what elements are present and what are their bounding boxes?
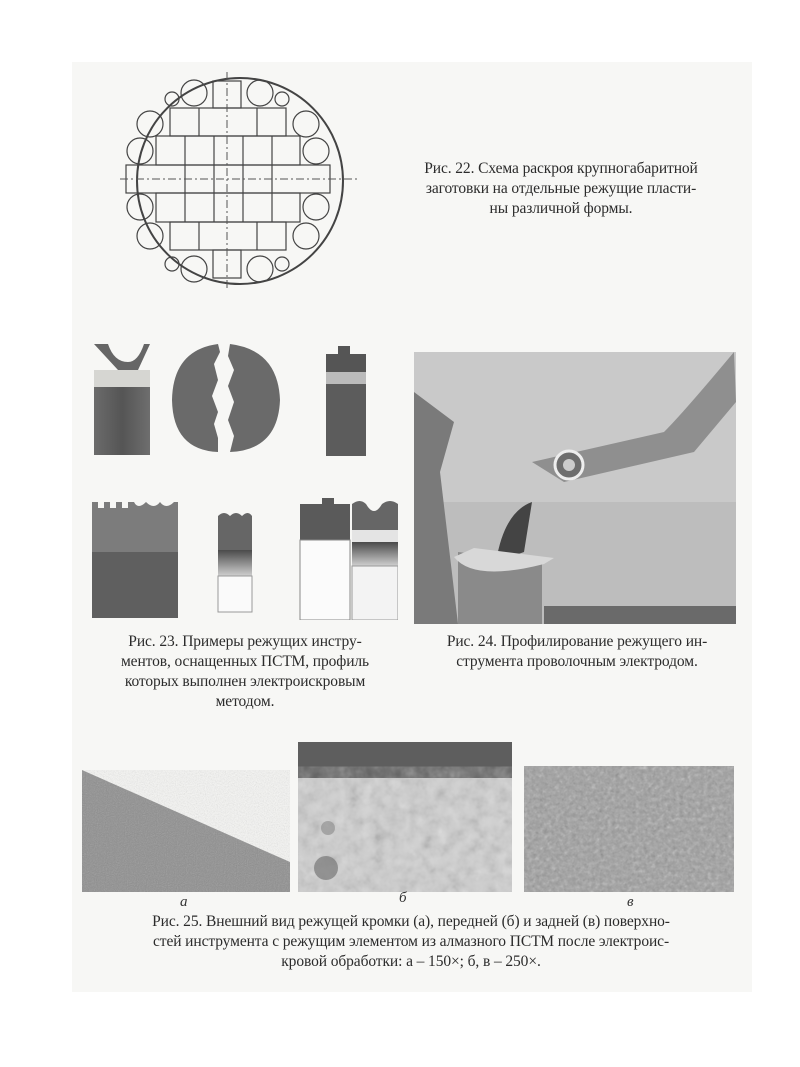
blank-outline [137,78,343,284]
caption-line: струмента проволочным электродом. [456,653,698,670]
fig23-caption [90,632,400,712]
caption-line: Рис. 23. Примеры режущих инстру- [128,633,362,650]
caption-line: Рис. 25. Внешний вид режущей кромки (а), передней (б) и задней (в) поверхно- [152,913,670,930]
caption-line: методом. [215,693,275,710]
fig22-cutting-scheme-diagram [120,68,360,308]
fig25-panel-a-cutting-edge [82,770,290,892]
fig23-tools-photo [88,340,398,620]
caption-line: ментов, оснащенных ПСТМ, профиль [120,653,370,670]
fig22-caption [386,159,736,219]
caption-line: стей инструмента с режущим элементом из алмазного ПСТМ после электроис- [152,933,670,950]
fig25-label-b: б [399,890,407,906]
fig24-caption [414,632,740,672]
caption-line: Рис. 24. Профилирование режущего ин- [446,633,708,650]
fig25-caption [76,912,746,972]
tool-tab [326,346,366,456]
caption-line: заготовки на отдельные режущие пласти- [425,180,697,197]
caption-line: ны различной формы. [489,200,633,217]
tool-v-notch [94,344,150,455]
tool-disc [172,344,280,452]
fig25-panel-c-back-surface [524,766,734,892]
caption-line: которых выполнен электроискровым [124,673,366,690]
tool-narrow [218,513,252,612]
caption-line: Рис. 22. Схема раскроя крупногабаритной [424,160,698,177]
fig25-label-c: в [627,894,634,910]
fig24-wire-electrode-photo [414,352,736,624]
caption-line: кровой обработки: а – 150×; б, в – 250×. [281,953,541,970]
tool-notched-pair [92,502,178,618]
fig25-label-a: а [180,894,188,910]
tool-pair-right [300,498,398,620]
fig25-panel-b-front-surface [298,742,512,892]
